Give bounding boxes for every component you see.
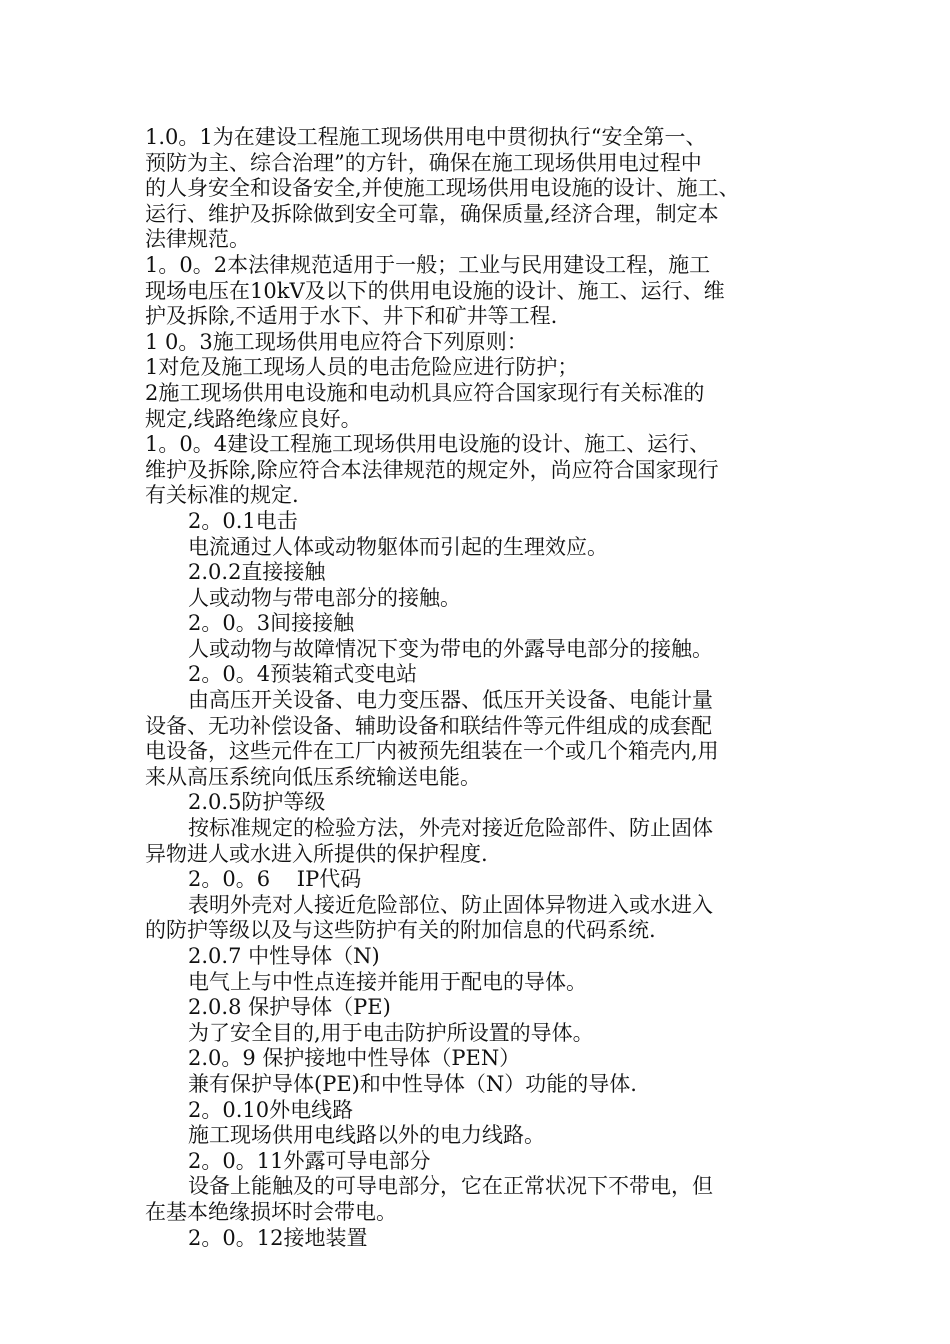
text-line: 2施工现场供用电设施和电动机具应符合国家现行有关标准的 xyxy=(145,380,705,405)
section-heading: 2.0.5防护等级 xyxy=(188,790,326,815)
text-line: 1.0。1为在建设工程施工现场供用电中贯彻执行“安全第一、 xyxy=(145,125,707,149)
text-line: 的防护等级以及与这些防护有关的附加信息的代码系统. xyxy=(145,918,656,943)
text-line: 设备、无功补偿设备、辅助设备和联结件等元件组成的成套配 xyxy=(145,713,712,738)
text-line: 1。0。2本法律规范适用于一般；工业与民用建设工程，施工 xyxy=(145,252,711,277)
text-line: 在基本绝缘损坏时会带电。 xyxy=(145,1199,397,1224)
section-heading: 2。0。3间接接触 xyxy=(188,611,355,636)
definition-text: 表明外壳对人接近危险部位、防止固体异物进入或水进入 xyxy=(188,892,713,917)
definition-text: 人或动物与带电部分的接触。 xyxy=(188,585,461,610)
section-heading: 2.0.2直接接触 xyxy=(188,560,326,585)
section-heading: 2.0.8 保护导体（PE) xyxy=(188,995,391,1020)
definition-text: 人或动物与故障情况下变为带电的外露导电部分的接触。 xyxy=(188,636,713,661)
definition-text: 兼有保护导体(PE)和中性导体（N）功能的导体. xyxy=(188,1071,637,1096)
text-line: 现场电压在10kV及以下的供用电设施的设计、施工、运行、维 xyxy=(145,278,725,303)
text-line: 异物进人或水进入所提供的保护程度. xyxy=(145,841,488,866)
section-heading: 2。0.10外电线路 xyxy=(188,1097,354,1122)
section-heading: 2。0。4预装箱式变电站 xyxy=(188,662,418,687)
text-line: 护及拆除,不适用于水下、井下和矿井等工程. xyxy=(145,304,558,329)
text-line: 运行、维护及拆除做到安全可靠，确保质量,经济合理，制定本 xyxy=(145,201,719,226)
section-heading: 2.0。9 保护接地中性导体（PEN） xyxy=(188,1046,521,1071)
text-line: 1 0。3施工现场供用电应符合下列原则： xyxy=(145,329,528,354)
section-heading: 2。0。11外露可导电部分 xyxy=(188,1148,431,1173)
definition-text: 由高压开关设备、电力变压器、低压开关设备、电能计量 xyxy=(188,688,713,713)
text-line: 维护及拆除,除应符合本法律规范的规定外，尚应符合国家现行 xyxy=(145,457,719,482)
section-heading: 2。0。12接地装置 xyxy=(188,1225,368,1250)
definition-text: 电气上与中性点连接并能用于配电的导体。 xyxy=(188,969,587,994)
text-line: 规定,线路绝缘应良好。 xyxy=(145,406,362,431)
text-line: 有关标准的规定. xyxy=(145,483,299,508)
text-line: 法律规范。 xyxy=(145,227,250,252)
definition-text: 电流通过人体或动物躯体而引起的生理效应。 xyxy=(188,534,608,559)
text-line: 电设备，这些元件在工厂内被预先组装在一个或几个箱壳内,用 xyxy=(145,739,719,764)
document-body xyxy=(145,125,835,1251)
text-line: 的人身安全和设备安全,并使施工现场供用电设施的设计、施工、 xyxy=(145,176,740,201)
text-line: 1对危及施工现场人员的电击危险应进行防护； xyxy=(145,355,579,380)
text-line: 1。0。4建设工程施工现场供用电设施的设计、施工、运行、 xyxy=(145,432,711,457)
definition-text: 按标准规定的检验方法，外壳对接近危险部件、防止固体 xyxy=(188,816,713,841)
text-line: 预防为主、综合治理”的方针，确保在施工现场供用电过程中 xyxy=(145,150,702,175)
section-heading: 2。0.1电击 xyxy=(188,508,298,533)
section-heading: 2.0.7 中性导体（N) xyxy=(188,944,380,968)
definition-text: 施工现场供用电线路以外的电力线路。 xyxy=(188,1123,545,1148)
text-line: 来从高压系统向低压系统输送电能。 xyxy=(145,764,481,789)
definition-text: 设备上能触及的可导电部分，它在正常状况下不带电，但 xyxy=(188,1174,713,1199)
definition-text: 为了安全目的,用于电击防护所设置的导体。 xyxy=(188,1020,594,1045)
section-heading: 2。0。6 IP代码 xyxy=(188,867,362,892)
